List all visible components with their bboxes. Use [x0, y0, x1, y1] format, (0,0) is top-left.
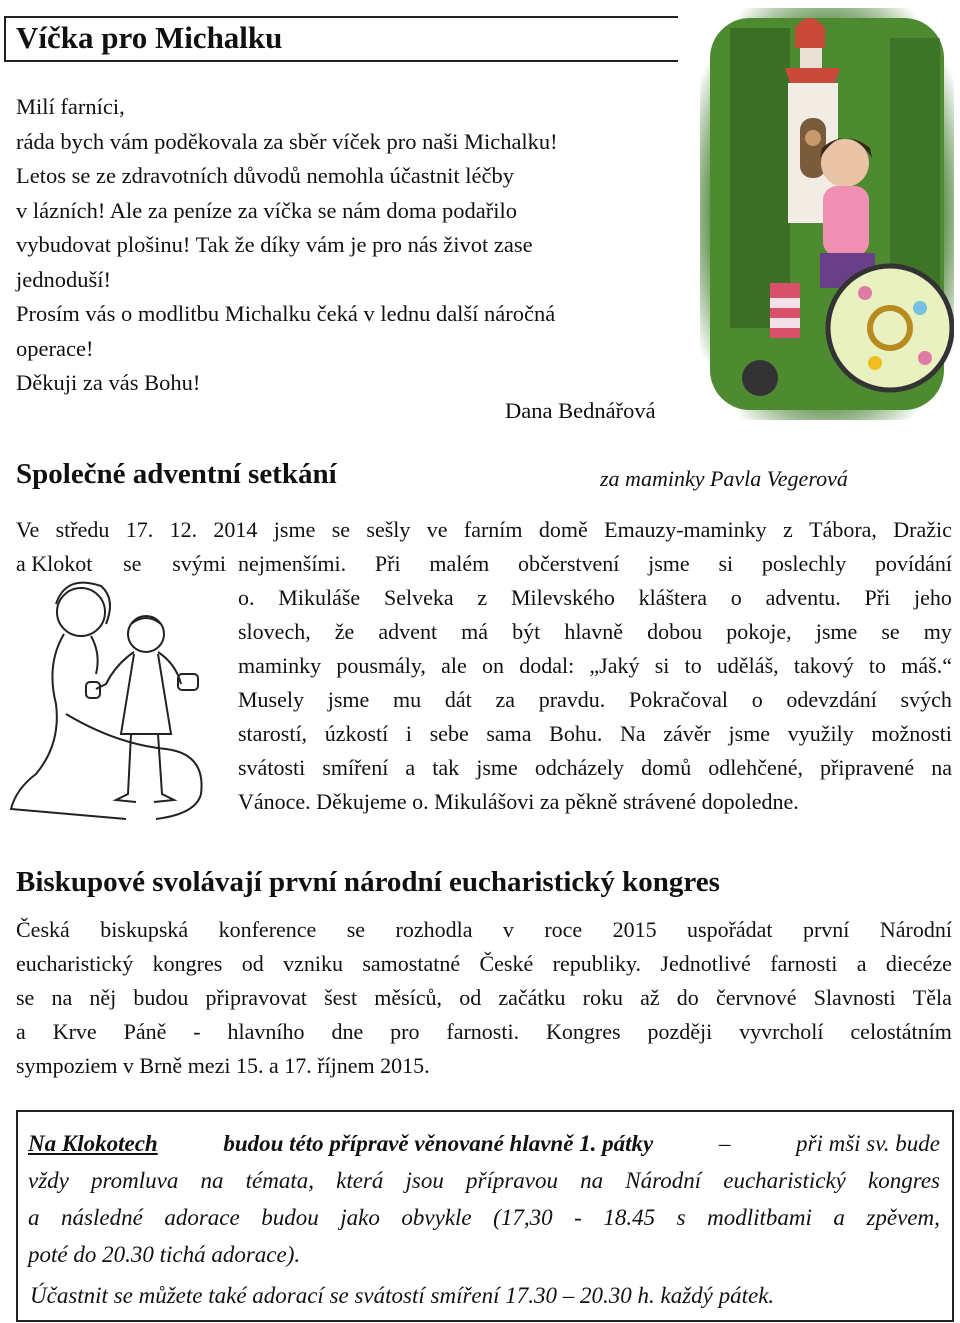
notice-line: poté do 20.30 tichá adorace).: [28, 1242, 301, 1267]
kongres-line: eucharistický kongres od vzniku samostatné České republiky. Jednotlivé farnosti a diecéze: [16, 951, 952, 976]
letter-signature: Dana Bednářová: [505, 398, 656, 423]
section-title: Biskupové svolávají první národní eucharistický kongres: [16, 866, 720, 898]
notice-dash: –: [718, 1131, 731, 1156]
word: Ve: [16, 517, 40, 542]
mother-child-drawing: [6, 574, 212, 822]
advent-line: maminky pousmály, ale on dodal: „Jaký si to uděláš, takový to máš.“: [238, 653, 952, 678]
kongres-line: sympoziem v Brně mezi 15. a 17. říjnem 2015.: [16, 1053, 430, 1078]
word: farním: [463, 517, 523, 542]
notice-line: vždy promluva na témata, která jsou přípravou na Národní eucharistický kongres: [28, 1168, 940, 1193]
word: středu: [55, 517, 110, 542]
notice-rest: při mši sv. bude: [796, 1131, 940, 1156]
word: jsme: [273, 517, 316, 542]
word: z: [783, 517, 793, 542]
kongres-line: a Krve Páně - hlavního dne pro farnosti. Kongres později vyvrcholí celostátním: [16, 1019, 952, 1044]
notice-line: a následné adorace budou jako obvykle (17,30 - 18.45 s modlitbami a zpěvem,: [28, 1205, 940, 1230]
advent-line: o. Mikuláše Selveka z Milevského kláštera o adventu. Při jeho: [238, 585, 952, 610]
kongres-line: Česká biskupská konference se rozhodla v roce 2015 uspořádat první Národní: [16, 917, 952, 942]
kongres-paragraph: [16, 913, 952, 1083]
letter-line: v lázních! Ale za peníze za víčka se nám doma podařilo: [16, 197, 518, 223]
notice-place: Na Klokotech: [28, 1131, 158, 1156]
letter-line: Prosím vás o modlitbu Michalku čeká v lednu další náročná: [16, 301, 556, 326]
letter-line: Děkuji za vás Bohu!: [16, 370, 201, 395]
letter-line: vybudovat plošinu! Tak že díky vám je pro nás život zase: [16, 232, 533, 257]
letter-line: Milí farníci,: [16, 94, 125, 119]
girl-wheelchair-photo: [700, 8, 954, 420]
letter-line: jednoduší!: [16, 266, 111, 292]
advent-line: Musely jsme mu dát za pravdu. Pokračoval o odevzdání svých: [238, 687, 952, 712]
notice-line: [28, 1125, 940, 1162]
advent-paragraph-indented: [238, 547, 952, 819]
word: sešly: [366, 517, 411, 542]
word: 2014: [213, 517, 258, 542]
advent-line: [16, 513, 952, 547]
advent-line: slovech, že advent má být hlavně dobou pokoje, jsme se my: [238, 619, 952, 644]
word: se: [331, 517, 351, 542]
letter-body: [16, 90, 676, 401]
word: se: [123, 551, 142, 576]
word: svými: [172, 551, 226, 576]
kongres-line: se na něj budou připravovat šest měsíců, od začátku roku až do červnové Slavnosti Těla: [16, 985, 952, 1010]
word: Emauzy-maminky: [604, 517, 767, 542]
section-title: Společné adventní setkání: [16, 458, 337, 490]
article-title: Víčka pro Michalku: [16, 20, 283, 55]
advent-line: nejmenšími. Při malém občerstvení jsme si poslechly povídání: [238, 551, 952, 576]
section-author: za maminky Pavla Vegerová: [600, 466, 848, 491]
word: a Klokot: [16, 551, 93, 576]
notice-bold-text: budou této přípravě věnované hlavně 1. pátky: [223, 1131, 654, 1156]
notice-footer: Účastnit se můžete také adorací se svátostí smíření 17.30 – 20.30 h. každý pátek.: [30, 1283, 775, 1308]
word: Tábora,: [809, 517, 877, 542]
advent-line: svátosti smíření a tak jsme odcházely domů odlehčené, připravené na: [238, 755, 952, 780]
word: Dražic: [893, 517, 952, 542]
word: 17.: [125, 517, 154, 542]
letter-line: ráda bych vám poděkovala za sběr víček pro naši Michalku!: [16, 128, 558, 154]
advent-line: Vánoce. Děkujeme o. Mikulášovi za pěkně strávené dopoledne.: [238, 789, 799, 814]
advent-line: starostí, úzkostí i sebe sama Bohu. Na závěr jsme využily možnosti: [238, 721, 952, 746]
letter-line: Letos se ze zdravotních důvodů nemohla účastnit léčby: [16, 163, 514, 188]
letter-line: operace!: [16, 335, 94, 361]
word: ve: [426, 517, 448, 542]
notice-text: [28, 1125, 940, 1273]
word: domě: [538, 517, 588, 542]
word: 12.: [169, 517, 198, 542]
